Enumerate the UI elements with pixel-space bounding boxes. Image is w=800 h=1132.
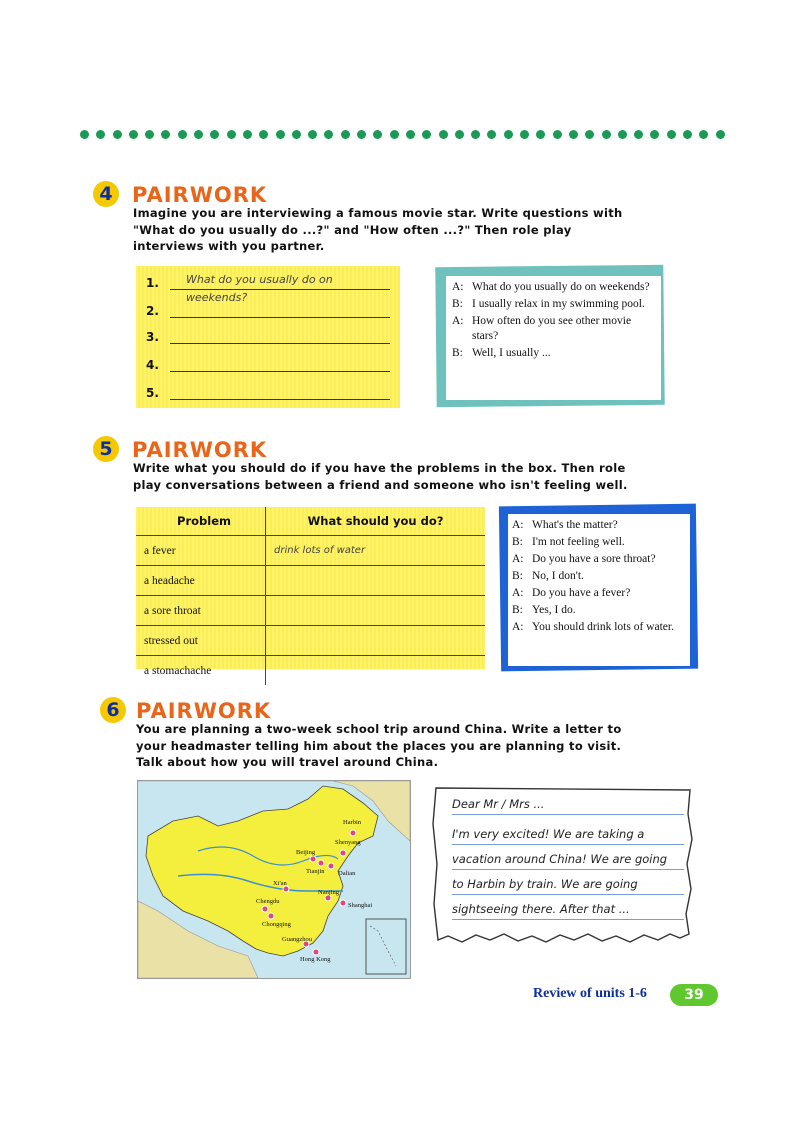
question-field[interactable] [170, 325, 390, 344]
speaker: A: [452, 281, 464, 293]
divider-dot [553, 130, 562, 139]
answer-cell[interactable] [266, 626, 486, 656]
question-line[interactable] [146, 350, 390, 372]
divider-dot [194, 130, 203, 139]
city-label: Dalian [338, 870, 356, 877]
city-label: Chengdu [256, 898, 280, 905]
divider-dot [357, 130, 366, 139]
dialog-line [512, 552, 688, 567]
table-row [136, 566, 485, 596]
column-header: Problem [136, 507, 266, 536]
divider-dot [487, 130, 496, 139]
divider-dot [145, 130, 154, 139]
dialog-line [512, 569, 688, 584]
divider-dot [129, 130, 138, 139]
divider-dot [536, 130, 545, 139]
divider-dot [504, 130, 513, 139]
question-line[interactable] [146, 322, 390, 344]
city-label: Guangzhou [282, 936, 312, 943]
problem-cell: stressed out [136, 626, 266, 656]
city-marker-beijing[interactable] [310, 856, 316, 862]
divider-dot [178, 130, 187, 139]
dialog-line [452, 314, 657, 344]
speaker: B: [512, 570, 523, 582]
divider-dot [373, 130, 382, 139]
problem-cell: a fever [136, 536, 266, 566]
map-drawing [138, 781, 410, 978]
speaker: A: [512, 519, 524, 531]
dialog-line [512, 535, 688, 550]
letter-line[interactable]: to Harbin by train. We are going [452, 874, 684, 895]
divider-dot [227, 130, 236, 139]
questions-box [136, 266, 400, 408]
divider-dot [585, 130, 594, 139]
letter-line[interactable]: Dear Mr / Mrs ... [452, 794, 684, 815]
divider-dot [390, 130, 399, 139]
section-5-dialog [508, 514, 690, 666]
dialog-text: You should drink lots of water. [532, 621, 674, 633]
divider-dot [439, 130, 448, 139]
section-6-instructions [136, 721, 716, 771]
question-number: 5. [146, 386, 159, 400]
dialog-text: How often do you see other movie stars? [472, 315, 632, 342]
section-4-instructions [133, 205, 693, 255]
dialog-text: No, I don't. [532, 570, 584, 582]
city-marker-harbin[interactable] [350, 830, 356, 836]
dialog-line [452, 346, 657, 361]
table-row [136, 656, 485, 686]
city-marker-chengdu[interactable] [262, 906, 268, 912]
dialog-line [452, 280, 657, 295]
speaker: A: [512, 587, 524, 599]
divider-dot [634, 130, 643, 139]
dialog-text: What do you usually do on weekends? [472, 281, 650, 293]
section-6-number-badge: 6 [100, 697, 126, 723]
answer-cell[interactable]: drink lots of water [266, 536, 486, 566]
footer-title: Review of units 1-6 [533, 986, 647, 1001]
letter-line[interactable]: I'm very excited! We are taking a [452, 824, 684, 845]
city-marker-shenyang[interactable] [340, 850, 346, 856]
dialog-line [512, 620, 688, 635]
speaker: B: [452, 347, 463, 359]
question-number: 4. [146, 358, 159, 372]
section-4-dialog [446, 276, 661, 400]
city-marker-chongqing[interactable] [268, 913, 274, 919]
instruction-line: Imagine you are interviewing a famous movie star. Write questions with [133, 206, 623, 220]
dotted-divider [80, 127, 725, 141]
dialog-text: I usually relax in my swimming pool. [472, 298, 645, 310]
question-number: 1. [146, 276, 159, 290]
problem-cell: a stomachache [136, 656, 266, 686]
divider-dot [520, 130, 529, 139]
question-field[interactable]: What do you usually do on weekends? [170, 271, 390, 290]
city-label: Xi'an [273, 880, 287, 887]
problem-cell: a sore throat [136, 596, 266, 626]
instruction-line: You are planning a two-week school trip around China. Write a letter to [136, 722, 622, 736]
dialog-text: Do you have a fever? [532, 587, 631, 599]
divider-dot [324, 130, 333, 139]
speaker: A: [452, 315, 464, 327]
divider-dot [161, 130, 170, 139]
divider-dot [341, 130, 350, 139]
city-label: Chongqing [262, 921, 291, 928]
instruction-line: play conversations between a friend and someone who isn't feeling well. [133, 477, 628, 492]
divider-dot [308, 130, 317, 139]
divider-dot [113, 130, 122, 139]
instruction-line: Write what you should do if you have the problems in the box. Then role [133, 461, 626, 475]
dialog-line [512, 603, 688, 618]
question-line[interactable] [146, 268, 390, 304]
divider-dot [667, 130, 676, 139]
problem-table [136, 507, 485, 685]
speaker: A: [512, 621, 524, 633]
question-line[interactable] [146, 378, 390, 400]
divider-dot [243, 130, 252, 139]
section-5-number-badge: 5 [93, 436, 119, 462]
divider-dot [210, 130, 219, 139]
page-number-badge: 39 [670, 984, 718, 1006]
divider-dot [292, 130, 301, 139]
divider-dot [602, 130, 611, 139]
city-marker-dalian[interactable] [328, 863, 334, 869]
dialog-text: What's the matter? [532, 519, 618, 531]
answer-cell[interactable] [266, 566, 486, 596]
section-6-title: PAIRWORK [136, 699, 272, 723]
dialog-text: Do you have a sore throat? [532, 553, 656, 565]
question-field[interactable] [170, 381, 390, 400]
instruction-line: your headmaster telling him about the places you are planning to visit. [136, 738, 622, 753]
section-4-number-badge: 4 [93, 181, 119, 207]
question-number: 3. [146, 330, 159, 344]
column-header: What should you do? [266, 507, 486, 536]
city-label: Tianjin [306, 868, 325, 875]
divider-dot [96, 130, 105, 139]
divider-dot [699, 130, 708, 139]
answer-cell[interactable] [266, 656, 486, 686]
question-line[interactable] [146, 296, 390, 318]
divider-dot [569, 130, 578, 139]
divider-dot [276, 130, 285, 139]
speaker: B: [452, 298, 463, 310]
city-marker-shanghai[interactable] [340, 900, 346, 906]
instruction-line: Talk about how you will travel around China. [136, 755, 439, 769]
table-row [136, 596, 485, 626]
china-map [137, 780, 411, 979]
speaker: B: [512, 604, 523, 616]
speaker: A: [512, 553, 524, 565]
question-field[interactable] [170, 299, 390, 318]
dialog-line [512, 586, 688, 601]
table-row [136, 536, 485, 566]
divider-dot [80, 130, 89, 139]
divider-dot [683, 130, 692, 139]
instruction-line: interviews with you partner. [133, 239, 325, 253]
divider-dot [259, 130, 268, 139]
map-inset [366, 919, 406, 974]
section-4-title: PAIRWORK [132, 183, 268, 207]
city-label: Harbin [343, 819, 362, 826]
question-number: 2. [146, 304, 159, 318]
city-label: Shanghai [348, 902, 373, 909]
section-5-title: PAIRWORK [132, 438, 268, 462]
letter-note [430, 784, 695, 949]
city-label: Hong Kong [300, 956, 331, 963]
question-field[interactable] [170, 353, 390, 372]
dialog-text: Well, I usually ... [472, 347, 551, 359]
divider-dot [471, 130, 480, 139]
dialog-text: Yes, I do. [532, 604, 576, 616]
divider-dot [618, 130, 627, 139]
city-label: Nanjing [318, 889, 339, 896]
letter-line[interactable]: vacation around China! We are going [452, 849, 684, 870]
table-header-row [136, 507, 485, 536]
city-marker-hong-kong[interactable] [313, 949, 319, 955]
table-row [136, 626, 485, 656]
problem-table-box [136, 507, 485, 677]
section-5-instructions [133, 460, 713, 493]
dialog-line [452, 297, 657, 312]
dialog-text: I'm not feeling well. [532, 536, 625, 548]
divider-dot [650, 130, 659, 139]
speaker: B: [512, 536, 523, 548]
dialog-line [512, 518, 688, 533]
instruction-line: "What do you usually do ...?" and "How often ...?" Then role play [133, 222, 572, 237]
city-label: Shenyang [335, 839, 361, 846]
letter-line[interactable]: sightseeing there. After that ... [452, 899, 684, 920]
divider-dot [455, 130, 464, 139]
divider-dot [406, 130, 415, 139]
divider-dot [716, 130, 725, 139]
city-marker-tianjin[interactable] [318, 860, 324, 866]
problem-cell: a headache [136, 566, 266, 596]
divider-dot [422, 130, 431, 139]
answer-cell[interactable] [266, 596, 486, 626]
city-label: Beijing [296, 849, 316, 856]
